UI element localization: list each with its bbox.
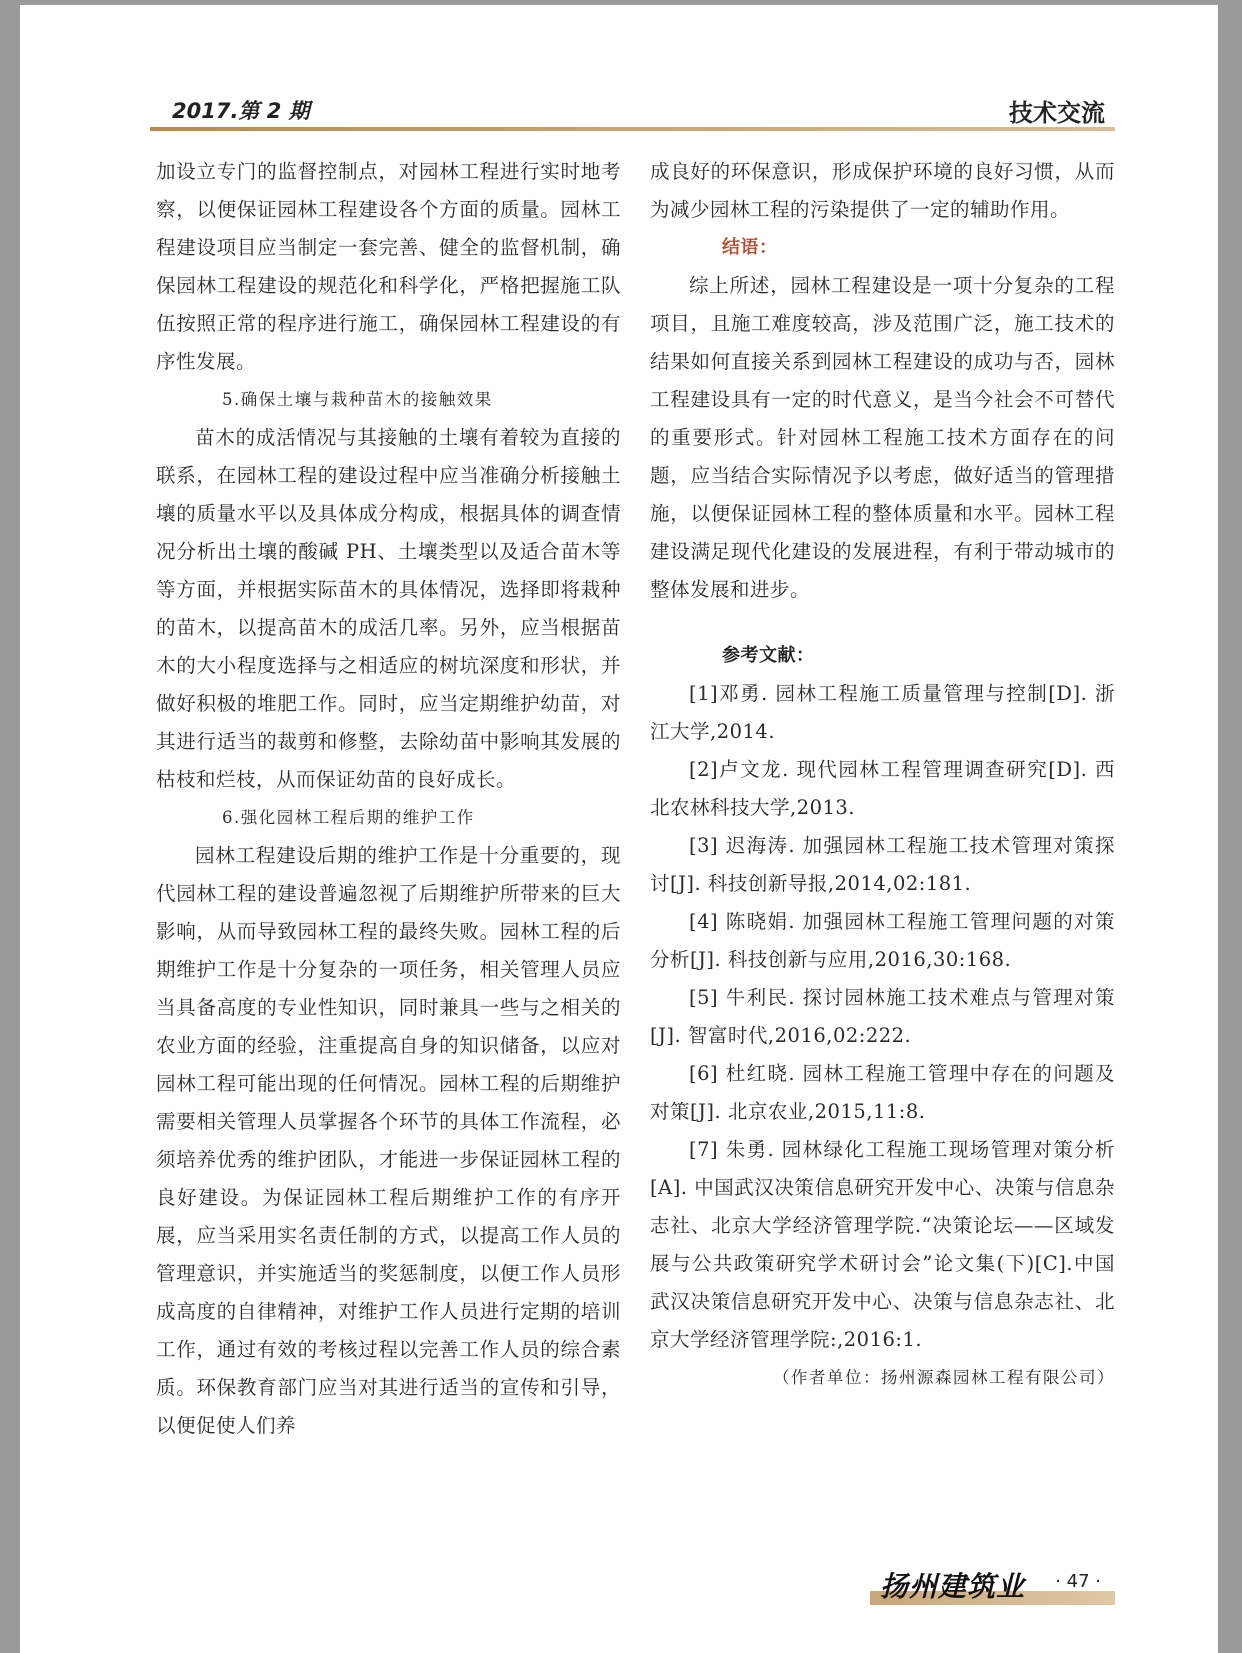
paragraph: 园林工程建设后期的维护工作是十分重要的，现代园林工程的建设普遍忽视了后期维护所带来的巨大影响，从而导致园林工程的最终失败。园林工程的后期维护工作是十分复杂的一项任务，相关管理人员应当具备高度的专业性知识，同时兼具一些与之相关的农业方面的经验，注重提高自身的知识储备，以应对园林工程可能出现的任何情况。园林工程的后期维护需要相关管理人员掌握各个环节的具体工作流程，必须培养优秀的维护团队，才能进一步保证园林工程的良好建设。为保证园林工程后期维护工作的有序开展，应当采用实名责任制的方式，以提高工作人员的管理意识，并实施适当的奖惩制度，以便工作人员形成高度的自律精神，对维护工作人员进行定期的培训工作，通过有效的考核过程以完善工作人员的综合素质。环保教育部门应当对其进行适当的宣传和引导，以便促使人们养 [156,844,621,1437]
reference-item: [2]卢文龙. 现代园林工程管理调查研究[D]. 西北农林科技大学,2013. [650,758,1115,819]
header-rule [150,127,1115,131]
issue-number: 2017.第 2 期 [172,99,310,123]
paragraph: 加设立专门的监督控制点，对园林工程进行实时地考察，以便保证园林工程建设各个方面的质量。园林工程建设项目应当制定一套完善、健全的监督机制，确保园林工程建设的规范化和科学化，严格把握施工队伍按照正常的程序进行施工，确保园林工程建设的有序性发展。 [156,160,621,373]
reference-item: [3] 迟海涛. 加强园林工程施工技术管理对策探讨[J]. 科技创新导报,2014,02:181. [650,834,1115,895]
paragraph: 成良好的环保意识，形成保护环境的良好习惯，从而为减少园林工程的污染提供了一定的辅助作用。 [650,160,1115,221]
section-title: 技术交流 [1009,99,1105,127]
reference-item: [1]邓勇. 园林工程施工质量管理与控制[D]. 浙江大学,2014. [650,682,1115,743]
reference-item: [4] 陈晓娟. 加强园林工程施工管理问题的对策分析[J]. 科技创新与应用,2016,30:168. [650,910,1115,971]
paragraph: 苗木的成活情况与其接触的土壤有着较为直接的联系，在园林工程的建设过程中应当准确分析接触土壤的质量水平以及具体成分构成，根据具体的调查情况分析出土壤的酸碱 PH、土壤类型以及适合苗木等等方面，并根据实际苗木的具体情况，选择即将栽种的苗木，以提高苗木的成活几率。另外，应当根据苗木的大小程度选择与之相适应的树坑深度和形状，并做好积极的堆肥工作。同时，应当定期维护幼苗，对其进行适当的裁剪和修整，去除幼苗中影响其发展的枯枝和烂枝，从而保证幼苗的良好成长。 [156,426,621,791]
page-sheet [20,5,1218,1653]
page-footer [870,1565,1115,1611]
subsection-heading-5: 5.确保土壤与栽种苗木的接触效果 [222,390,493,409]
conclusion-paragraph: 综上所述，园林工程建设是一项十分复杂的工程项目，且施工难度较高，涉及范围广泛，施工技术的结果如何直接关系到园林工程建设的成功与否，园林工程建设具有一定的时代意义，是当今社会不可替代的重要形式。针对园林工程施工技术方面存在的问题，应当结合实际情况予以考虑，做好适当的管理措施，以便保证园林工程的整体质量和水平。园林工程建设满足现代化建设的发展进程，有利于带动城市的整体发展和进步。 [650,274,1115,601]
magazine-logo: 扬州建筑业 [880,1570,1026,1603]
references-heading: 参考文献： [722,645,815,666]
author-unit: （作者单位：扬州源森园林工程有限公司） [773,1368,1115,1387]
running-header [150,91,1115,131]
reference-item: [6] 杜红晓. 园林工程施工管理中存在的问题及对策[J]. 北京农业,2015,11:8. [650,1062,1115,1123]
reference-item: [7] 朱勇. 园林绿化工程施工现场管理对策分析[A]. 中国武汉决策信息研究开发中心、决策与信息杂志社、北京大学经济管理学院.“决策论坛——区域发展与公共政策研究学术研讨会”论文集(下)[C].中国武汉决策信息研究开发中心、决策与信息杂志社、北京大学经济管理学院:,2016:1. [650,1138,1115,1351]
reference-item: [5] 牛利民. 探讨园林施工技术难点与管理对策[J]. 智富时代,2016,02:222. [650,986,1115,1047]
right-column [650,153,1115,1397]
subsection-heading-6: 6.强化园林工程后期的维护工作 [222,808,475,827]
conclusion-heading: 结语： [722,237,778,258]
left-column [156,153,621,1445]
page-number: · 47 · [1055,1571,1101,1592]
